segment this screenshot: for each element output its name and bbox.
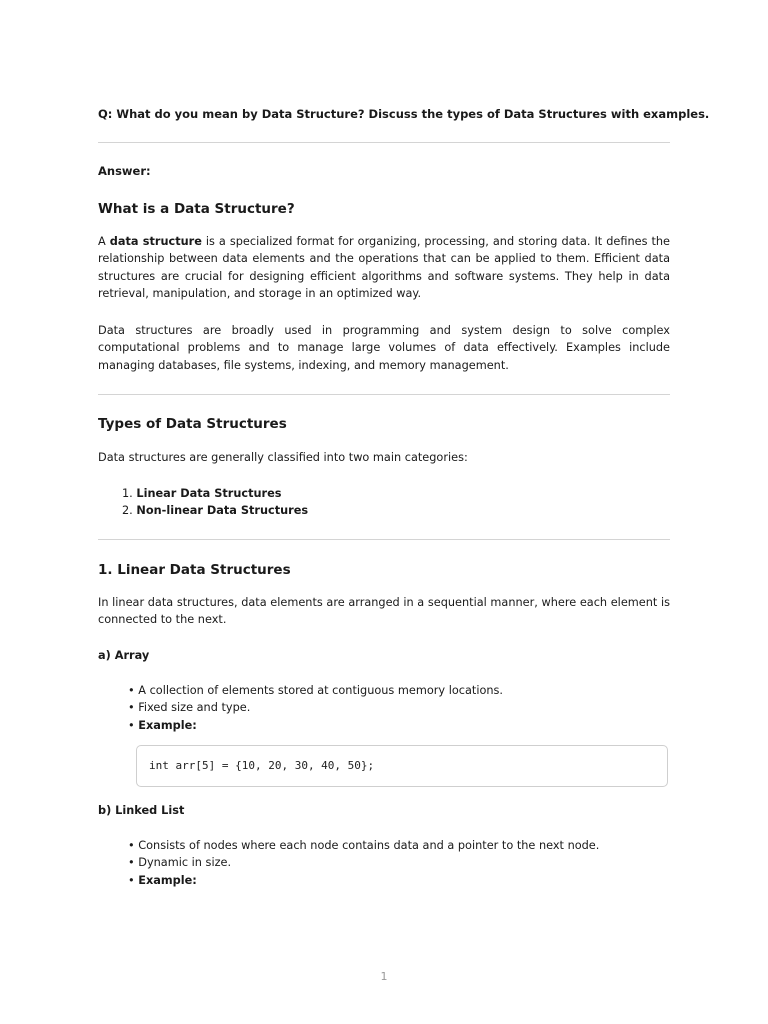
code-text: int arr[5] = {10, 20, 30, 40, 50}; — [149, 759, 375, 772]
array-bullets — [128, 682, 503, 734]
paragraph-definition: A data structure is a specialized format for organizing, processing, and storing data. It defines the relationship between data elements and the operations that can be applied to them. Efficient data structures are crucial for designing efficient algorithms and software systems. They help in data retrieval, manipulation, and storage in an optimized way. — [98, 235, 670, 300]
bold-term: data structure — [109, 235, 202, 248]
paragraph-types-intro: Data structures are generally classified into two main categories: — [98, 451, 468, 464]
heading-types: Types of Data Structures — [98, 416, 287, 432]
page-number: 1 — [380, 970, 388, 983]
list-item: • Dynamic in size. — [128, 856, 232, 870]
list-item: • Fixed size and type. — [128, 701, 251, 715]
list-item: • Consists of nodes where each node contains data and a pointer to the next node. — [128, 839, 600, 852]
subheading-array: a) Array — [98, 649, 150, 662]
list-item: 1. Linear Data Structures — [122, 487, 282, 500]
list-item: • Example: — [128, 873, 197, 887]
list-item: • A collection of elements stored at contiguous memory locations. — [128, 684, 504, 697]
divider — [98, 539, 670, 540]
subheading-linked-list: b) Linked List — [98, 804, 185, 817]
paragraph-usage: Data structures are broadly used in programming and system design to solve complex computational problems and to manage large volumes of data effectively. Examples include managing databases, file systems, indexing, and memory management. — [98, 324, 670, 372]
list-item: • Example: — [128, 718, 197, 732]
linked-list-bullets — [128, 837, 599, 889]
answer-label: Answer: — [98, 164, 151, 178]
code-block-array — [136, 745, 668, 787]
heading-what-is-data-structure: What is a Data Structure? — [98, 201, 295, 217]
list-item: 2. Non-linear Data Structures — [122, 504, 309, 518]
divider — [98, 142, 670, 143]
paragraph-linear-intro: In linear data structures, data elements are arranged in a sequential manner, where each element is connected to the next. — [98, 596, 670, 627]
heading-linear: 1. Linear Data Structures — [98, 562, 291, 578]
divider — [98, 394, 670, 395]
question-text: Q: What do you mean by Data Structure? Discuss the types of Data Structures with examples. — [98, 107, 710, 121]
types-list — [122, 485, 308, 520]
